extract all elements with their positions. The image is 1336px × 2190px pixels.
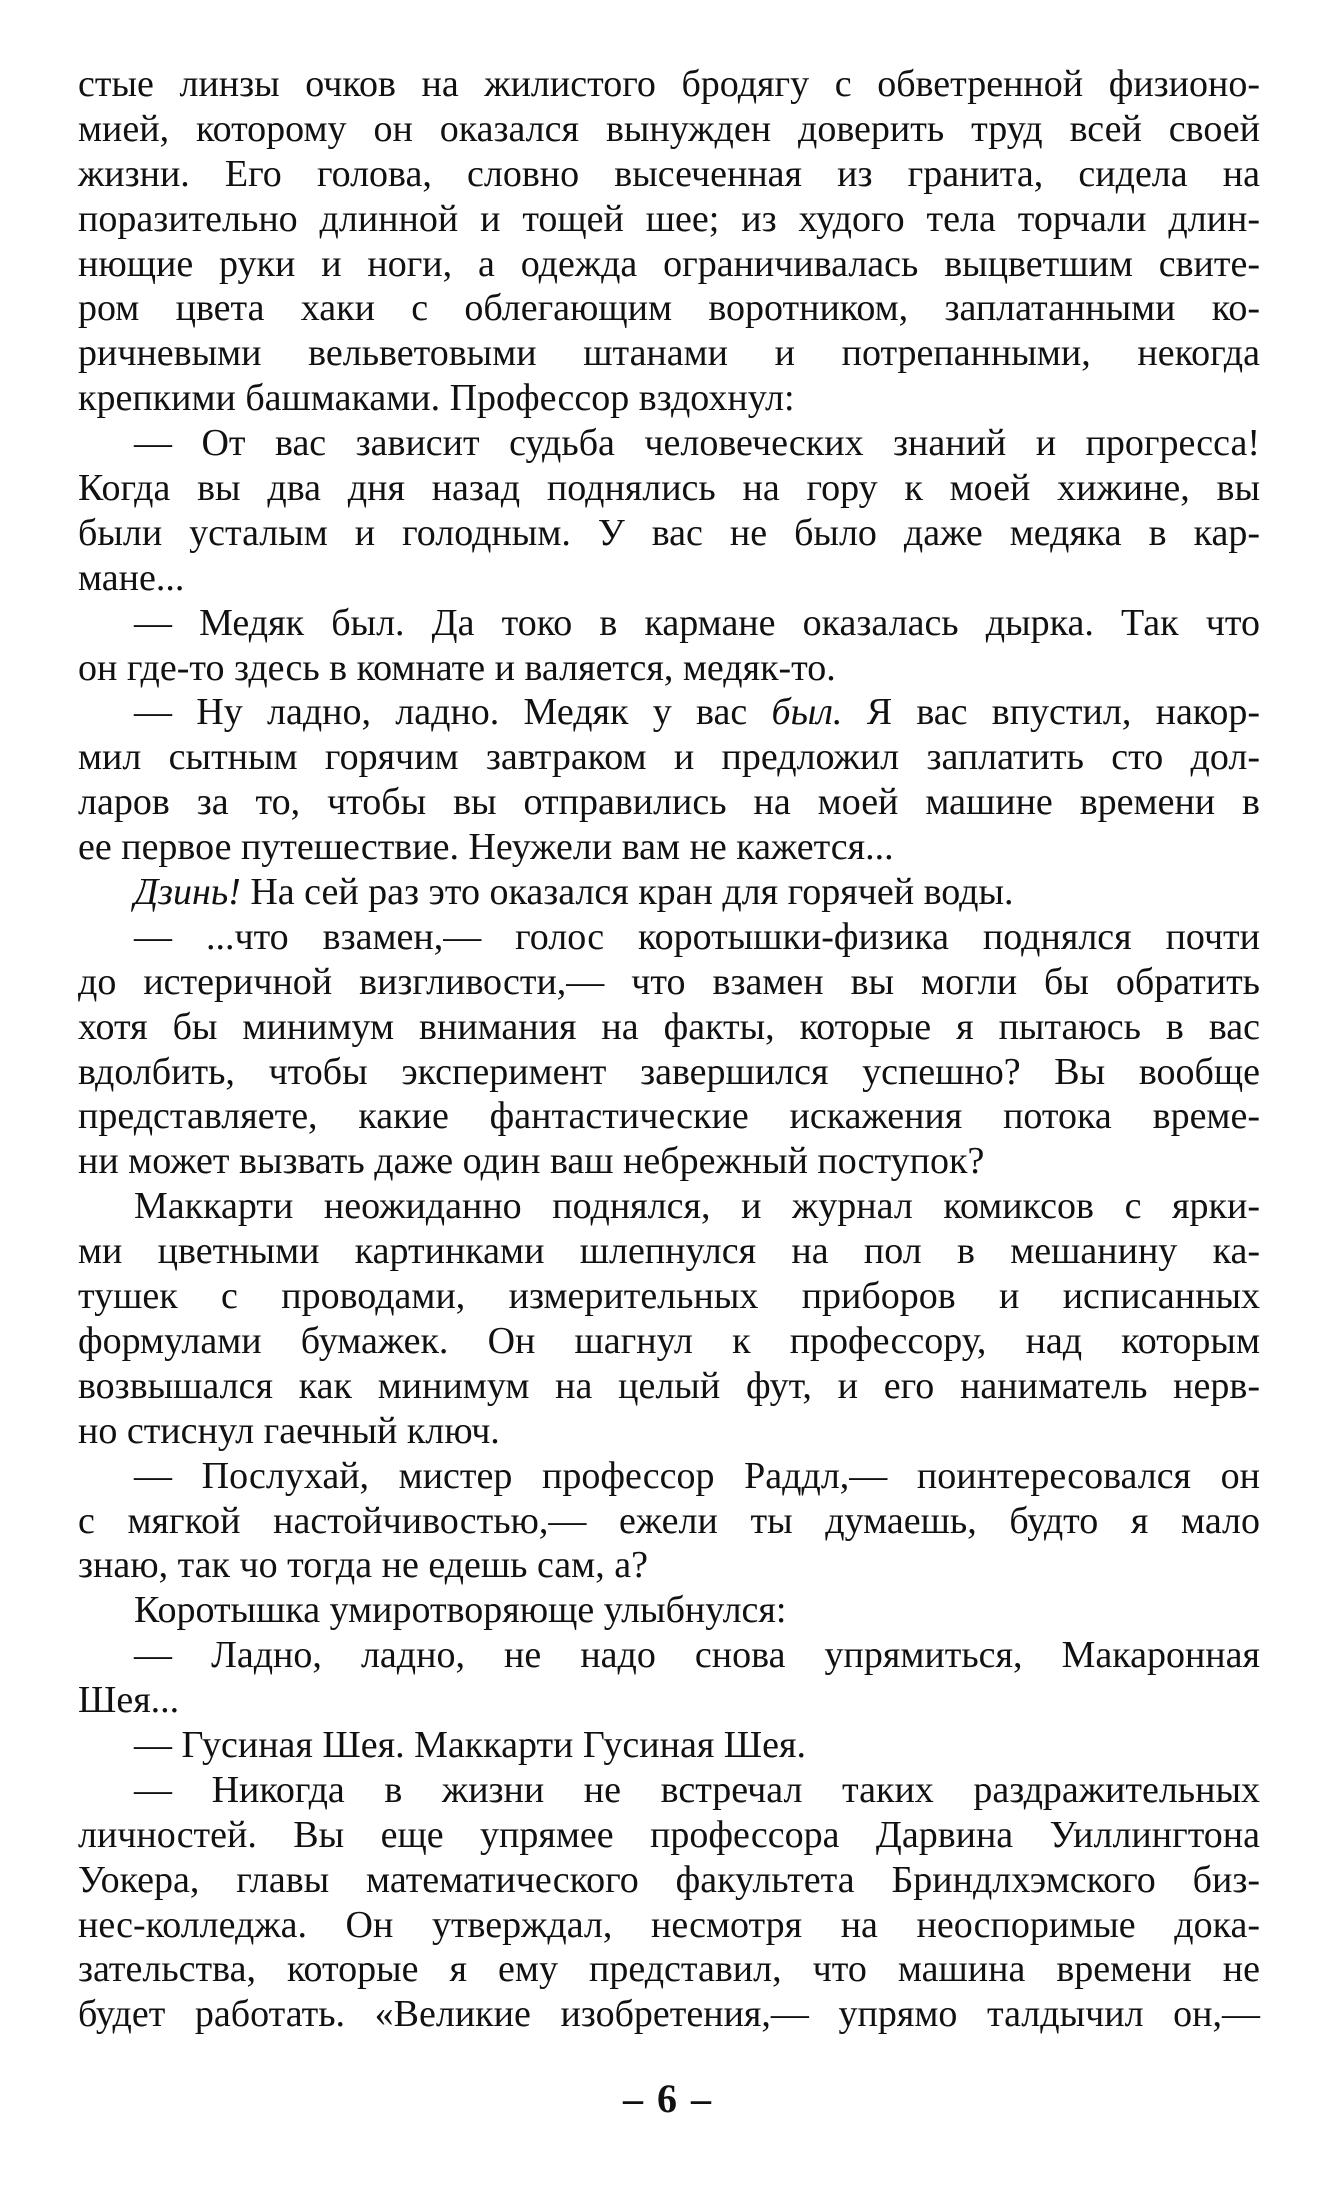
text-line: крепкими башмаками. Профессор вздохнул: — [78, 377, 795, 420]
text-line: Маккарти неожиданно поднялся, и журнал комиксов с ярки- — [134, 1185, 1260, 1228]
text-line: будет работать. «Великие изобретения,— упрямо талдычил он,— — [78, 1993, 1260, 2036]
text-line: зательства, которые я ему представил, что машина времени не — [78, 1948, 1260, 1991]
text-line: — Послухай, мистер профессор Раддл,— поинтересовался он — [134, 1454, 1260, 1497]
text-line: Коротышка умиротворяюще улыбнулся: — [134, 1589, 787, 1632]
text-line: но стиснул гаечный ключ. — [78, 1409, 500, 1452]
italic-emphasis: был. — [771, 691, 843, 734]
text-line: — Гусиная Шея. Маккарти Гусиная Шея. — [134, 1723, 806, 1766]
text-segment: — Ну ладно, ладно. Медяк у вас — [134, 691, 772, 734]
text-line: возвышался как минимум на целый фут, и его наниматель нерв- — [78, 1364, 1260, 1407]
text-segment: Я вас впустил, накор- — [842, 691, 1260, 734]
text-line: нющие руки и ноги, а одежда ограничивалась выцветшим свите- — [78, 242, 1260, 285]
text-line: ром цвета хаки с облегающим воротником, заплатанными ко- — [78, 287, 1260, 330]
text-line: хотя бы минимум внимания на факты, которые я пытаюсь в вас — [78, 1005, 1260, 1048]
text-line: представляете, какие фантастические искажения потока време- — [78, 1095, 1260, 1138]
text-line: личностей. Вы еще упрямее профессора Дарвина Уиллингтона — [78, 1813, 1260, 1856]
text-line: ни может вызвать даже один ваш небрежный поступок? — [78, 1140, 985, 1183]
text-segment: На сей раз это оказался кран для горячей воды. — [240, 871, 1014, 914]
text-line — [78, 870, 1260, 915]
text-line: вдолбить, чтобы эксперимент завершился успешно? Вы вообще — [78, 1050, 1260, 1093]
text-line: жизни. Его голова, словно высеченная из гранита, сидела на — [78, 152, 1260, 195]
text-line: Уокера, главы математического факультета Бриндлхэмского биз- — [78, 1858, 1260, 1901]
text-line: — ...что взамен,— голос коротышки-физика поднялся почти — [134, 915, 1260, 958]
text-line: ричневыми вельветовыми штанами и потрепанными, некогда — [78, 332, 1260, 375]
text-line: стые линзы очков на жилистого бродягу с обветренной физионо- — [78, 63, 1260, 105]
text-line — [78, 690, 1260, 735]
text-line: — Ладно, ладно, не надо снова упрямиться, Макаронная — [134, 1634, 1260, 1677]
text-line: с мягкой настойчивостью,— ежели ты думаешь, будто я мало — [78, 1499, 1260, 1542]
italic-emphasis: Дзинь! — [134, 871, 241, 914]
text-line: мане... — [78, 556, 185, 599]
text-line: ее первое путешествие. Неужели вам не кажется... — [78, 826, 894, 869]
text-line: Когда вы два дня назад поднялись на гору к моей хижине, вы — [78, 467, 1260, 510]
text-line: мией, которому он оказался вынужден доверить труд всей своей — [78, 107, 1260, 150]
text-line: — Медяк был. Да токо в кармане оказалась дырка. Так что — [134, 601, 1260, 644]
text-line: тушек с проводами, измерительных приборов и исписанных — [78, 1275, 1260, 1318]
body-text — [78, 62, 1260, 2037]
text-line: он где-то здесь в комнате и валяется, медяк-то. — [78, 646, 836, 689]
page-number: – 6 – — [623, 2076, 713, 2121]
text-line: нес-колледжа. Он утверждал, несмотря на неоспоримые дока- — [78, 1903, 1260, 1946]
text-line: формулами бумажек. Он шагнул к профессору, над которым — [78, 1319, 1260, 1362]
text-line: поразительно длинной и тощей шее; из худого тела торчали длин- — [78, 197, 1260, 240]
text-line: ларов за то, чтобы вы отправились на моей машине времени в — [78, 781, 1260, 824]
text-line: знаю, так чо тогда не едешь сам, а? — [78, 1544, 648, 1587]
text-line: ми цветными картинками шлепнулся на пол в мешанину ка- — [78, 1230, 1260, 1273]
text-line: — Никогда в жизни не встречал таких раздражительных — [134, 1768, 1260, 1811]
text-line: были усталым и голодным. У вас не было даже медяка в кар- — [78, 511, 1260, 554]
text-line: мил сытным горячим завтраком и предложил заплатить сто дол- — [78, 736, 1260, 779]
text-line: Шея... — [78, 1679, 180, 1722]
text-line: до истеричной визгливости,— что взамен вы могли бы обратить — [78, 960, 1260, 1003]
text-line: — От вас зависит судьба человеческих знаний и прогресса! — [134, 422, 1260, 465]
